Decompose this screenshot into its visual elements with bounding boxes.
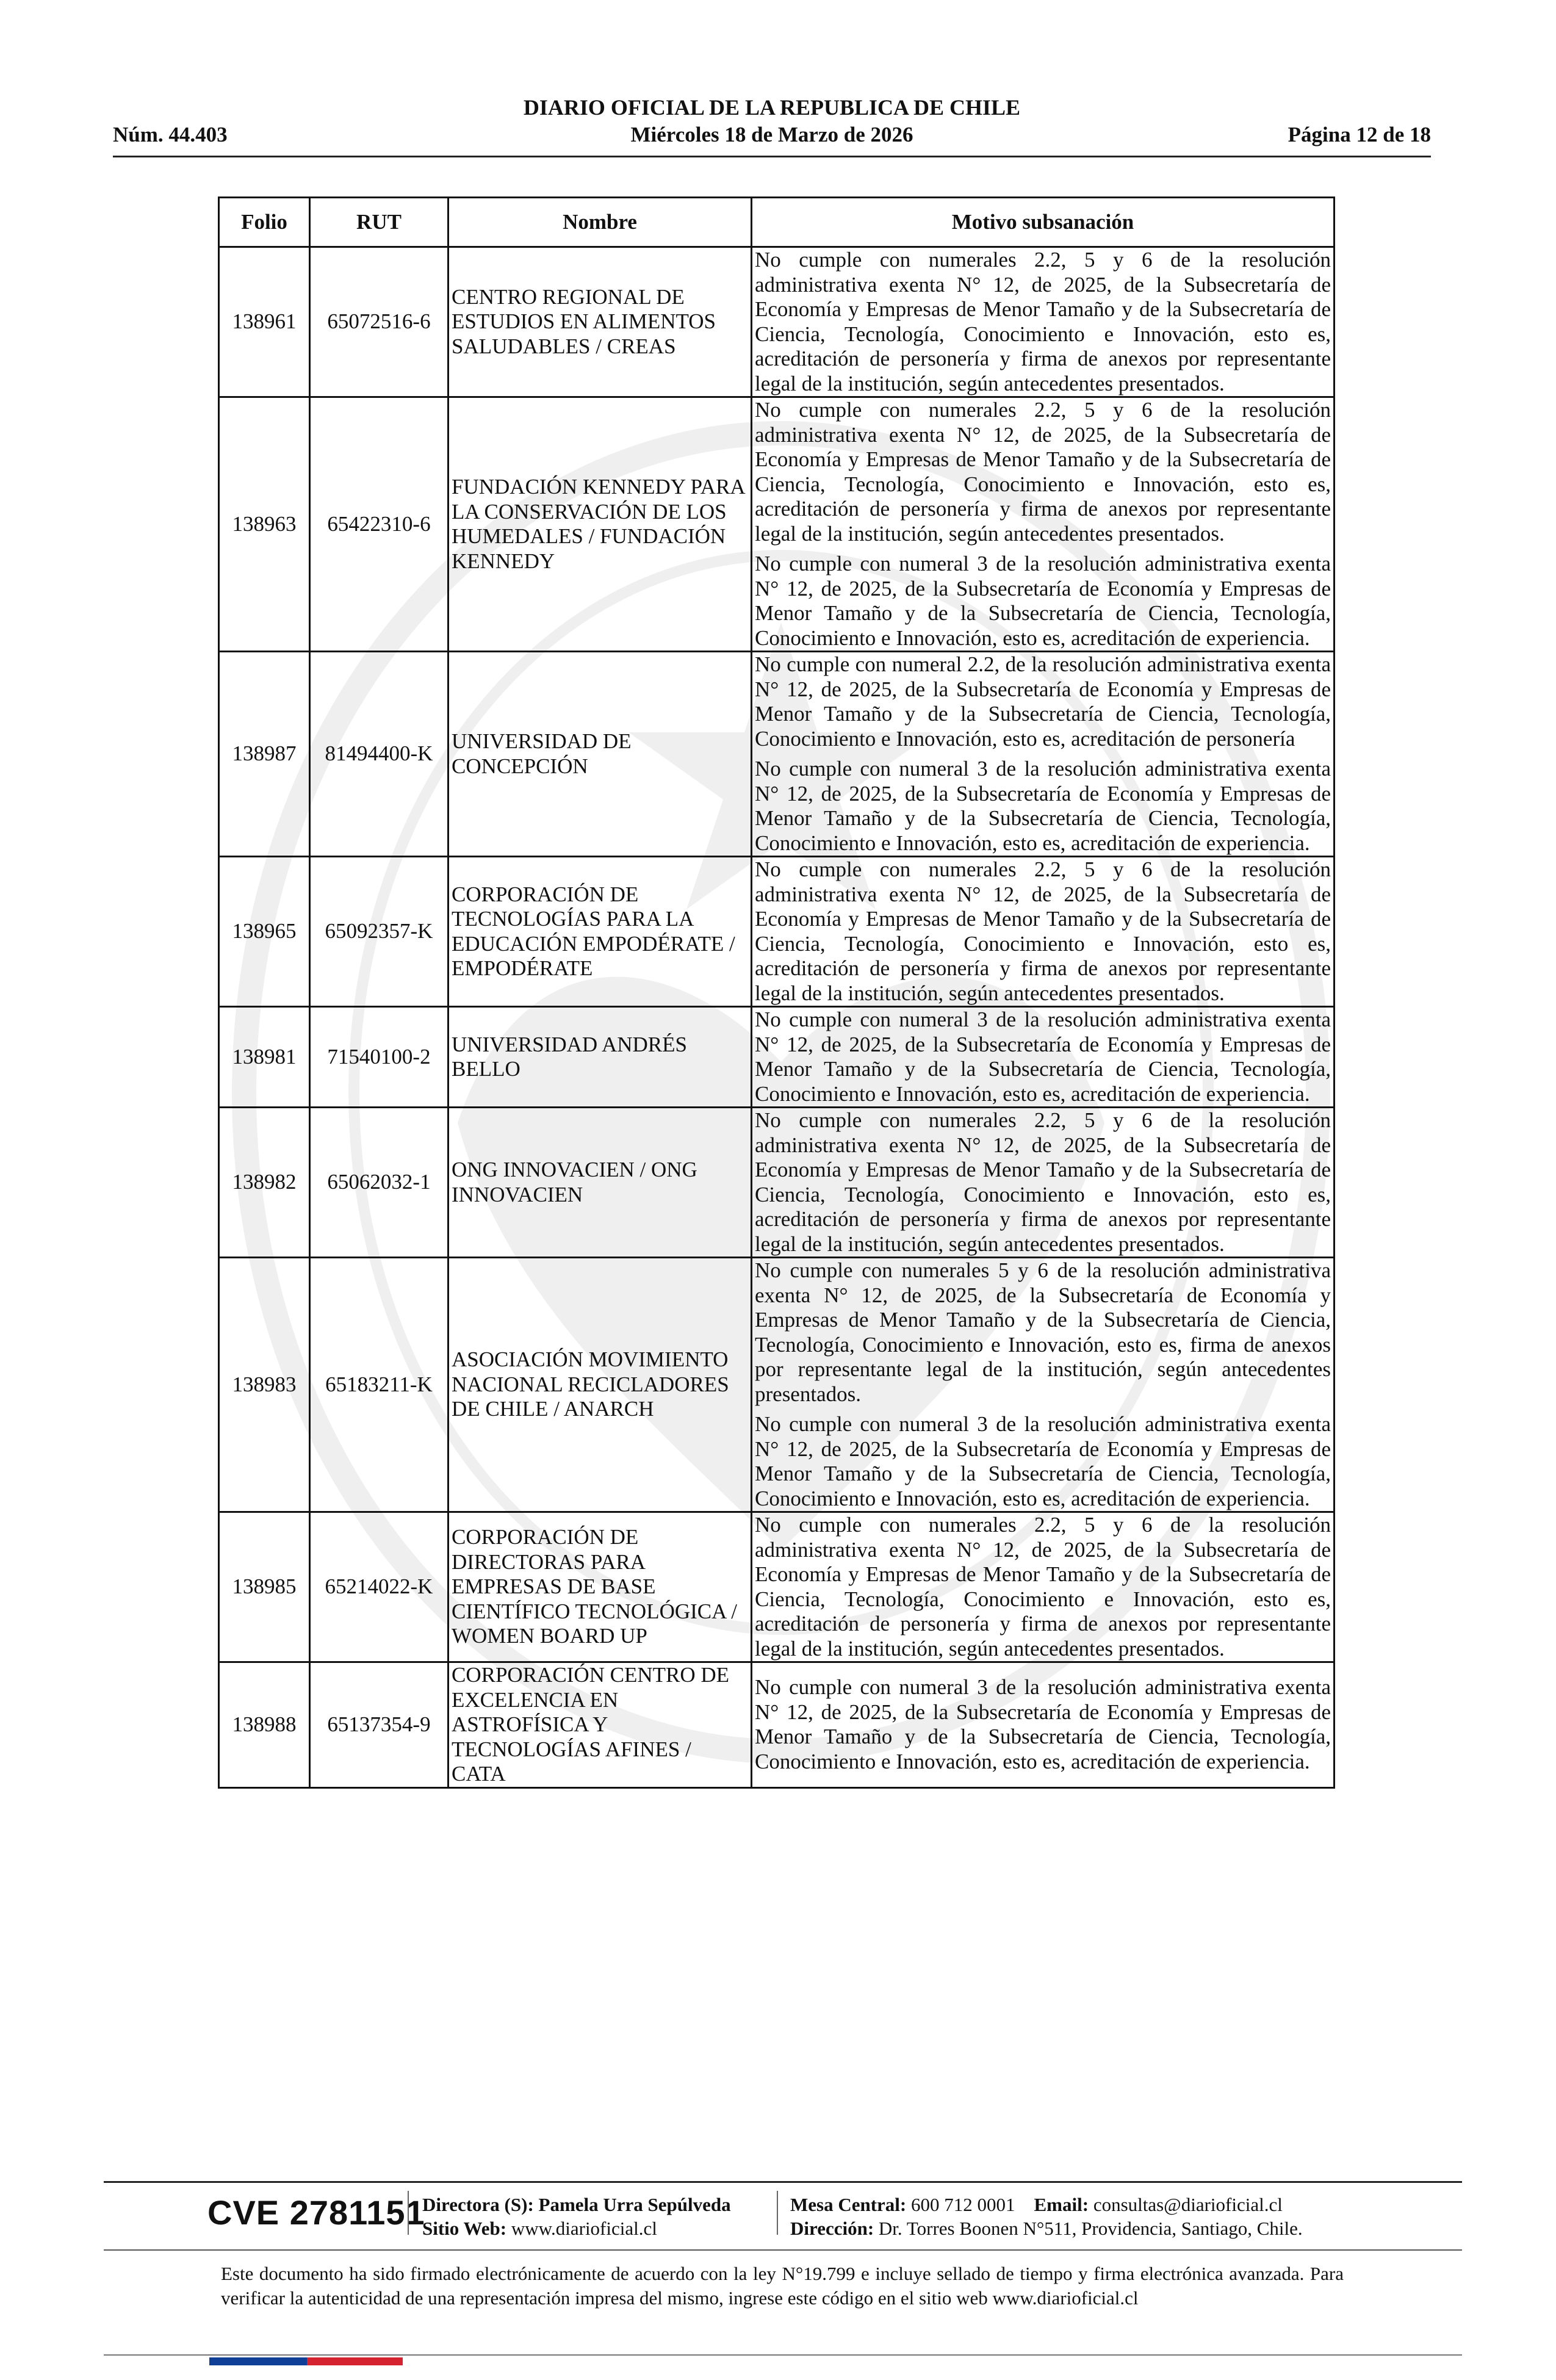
- column-header-rut: RUT: [310, 198, 448, 247]
- rut-cell: 65062032-1: [310, 1108, 448, 1258]
- motivo-cell: [752, 1108, 1334, 1258]
- subsanacion-table: [218, 197, 1335, 1789]
- flag-stripe-red: [307, 2357, 403, 2365]
- table-row: [219, 652, 1334, 857]
- signature-disclaimer: Este documento ha sido firmado electrónicamente de acuerdo con la ley N°19.799 e incluye sellado de tiempo y firma electrónica avanzada. Para verificar la autenticidad de una representación impresa del mismo, ingrese este código en el sitio web www.diarioficial.cl: [221, 2263, 1344, 2309]
- folio-cell: 138961: [219, 247, 310, 397]
- nombre-cell: ONG INNOVACIEN / ONG INNOVACIEN: [448, 1108, 752, 1258]
- motivo-cell: [752, 1662, 1334, 1788]
- rut-cell: 65137354-9: [310, 1662, 448, 1788]
- footer-contact-block: [790, 2193, 1303, 2240]
- direccion-value: Dr. Torres Boonen N°511, Providencia, Santiago, Chile.: [878, 2218, 1303, 2239]
- folio-cell: 138988: [219, 1662, 310, 1788]
- nombre-cell: ASOCIACIÓN MOVIMIENTO NACIONAL RECICLADORES DE CHILE / ANARCH: [448, 1258, 752, 1512]
- email-label: Email:: [1034, 2194, 1089, 2215]
- motivo-text: No cumple con numerales 2.2, 5 y 6 de la resolución administrativa exenta N° 12, de 2025, de la Subsecretaría de Economía y Empresas de Menor Tamaño y de la Subsecretaría de Ciencia, Tecnología, Conocimiento e Innovación, esto es, acreditación de personería y firma de anexos por representante legal de la institución, según antecedentes presentados.: [755, 398, 1331, 546]
- nombre-cell: CENTRO REGIONAL DE ESTUDIOS EN ALIMENTOS SALUDABLES / CREAS: [448, 247, 752, 397]
- motivo-cell: [752, 1512, 1334, 1662]
- table-row: [219, 247, 1334, 397]
- motivo-cell: [752, 1007, 1334, 1108]
- motivo-text: No cumple con numeral 3 de la resolución administrativa exenta N° 12, de 2025, de la Subsecretaría de Economía y Empresas de Menor Tamaño y de la Subsecretaría de Ciencia, Tecnología, Conocimiento e Innovación, esto es, acreditación de experiencia.: [755, 552, 1331, 650]
- nombre-cell: CORPORACIÓN DE DIRECTORAS PARA EMPRESAS DE BASE CIENTÍFICO TECNOLÓGICA / WOMEN BOARD UP: [448, 1512, 752, 1662]
- table-row: [219, 1512, 1334, 1662]
- nombre-cell: UNIVERSIDAD DE CONCEPCIÓN: [448, 652, 752, 857]
- footer-bottom-divider: [104, 2354, 1462, 2356]
- motivo-text: No cumple con numerales 2.2, 5 y 6 de la resolución administrativa exenta N° 12, de 2025, de la Subsecretaría de Economía y Empresas de Menor Tamaño y de la Subsecretaría de Ciencia, Tecnología, Conocimiento e Innovación, esto es, acreditación de personería y firma de anexos por representante legal de la institución, según antecedentes presentados.: [755, 857, 1331, 1005]
- folio-cell: 138982: [219, 1108, 310, 1258]
- footer-separator: [408, 2191, 409, 2235]
- flag-stripe-blue: [209, 2357, 307, 2365]
- rut-cell: 81494400-K: [310, 652, 448, 857]
- sitio-label: Sitio Web:: [422, 2218, 507, 2239]
- folio-cell: 138985: [219, 1512, 310, 1662]
- column-header-motivo: Motivo subsanación: [752, 198, 1334, 247]
- email-link[interactable]: consultas@diarioficial.cl: [1093, 2194, 1283, 2215]
- table-row: [219, 1007, 1334, 1108]
- column-header-nombre: Nombre: [448, 198, 752, 247]
- page-number: Página 12 de 18: [1288, 123, 1431, 146]
- nombre-cell: UNIVERSIDAD ANDRÉS BELLO: [448, 1007, 752, 1108]
- nombre-cell: CORPORACIÓN DE TECNOLOGÍAS PARA LA EDUCACIÓN EMPODÉRATE / EMPODÉRATE: [448, 857, 752, 1007]
- table-row: [219, 857, 1334, 1007]
- rut-cell: 65214022-K: [310, 1512, 448, 1662]
- gazette-title: DIARIO OFICIAL DE LA REPUBLICA DE CHILE: [523, 95, 1021, 120]
- nombre-cell: FUNDACIÓN KENNEDY PARA LA CONSERVACIÓN DE LOS HUMEDALES / FUNDACIÓN KENNEDY: [448, 397, 752, 652]
- nombre-cell: CORPORACIÓN CENTRO DE EXCELENCIA EN ASTROFÍSICA Y TECNOLOGÍAS AFINES / CATA: [448, 1662, 752, 1788]
- footer-directora-block: [422, 2193, 731, 2240]
- motivo-text: No cumple con numeral 2.2, de la resolución administrativa exenta N° 12, de 2025, de la Subsecretaría de Economía y Empresas de Menor Tamaño y de la Subsecretaría de Ciencia, Tecnología, Conocimiento e Innovación, esto es, acreditación de personería: [755, 652, 1331, 751]
- issue-date: Miércoles 18 de Marzo de 2026: [630, 123, 913, 146]
- motivo-text: No cumple con numeral 3 de la resolución administrativa exenta N° 12, de 2025, de la Subsecretaría de Economía y Empresas de Menor Tamaño y de la Subsecretaría de Ciencia, Tecnología, Conocimiento e Innovación, esto es, acreditación de experiencia.: [755, 1675, 1331, 1773]
- motivo-text: No cumple con numerales 2.2, 5 y 6 de la resolución administrativa exenta N° 12, de 2025, de la Subsecretaría de Economía y Empresas de Menor Tamaño y de la Subsecretaría de Ciencia, Tecnología, Conocimiento e Innovación, esto es, acreditación de personería y firma de anexos por representante legal de la institución, según antecedentes presentados.: [755, 1513, 1331, 1661]
- motivo-cell: [752, 857, 1334, 1007]
- folio-cell: 138983: [219, 1258, 310, 1512]
- mesa-central-label: Mesa Central:: [790, 2194, 907, 2215]
- motivo-text: No cumple con numeral 3 de la resolución administrativa exenta N° 12, de 2025, de la Subsecretaría de Economía y Empresas de Menor Tamaño y de la Subsecretaría de Ciencia, Tecnología, Conocimiento e Innovación, esto es, acreditación de experiencia.: [755, 1008, 1331, 1106]
- page-header: [113, 95, 1431, 156]
- footer-separator: [777, 2191, 778, 2235]
- motivo-text: No cumple con numerales 2.2, 5 y 6 de la resolución administrativa exenta N° 12, de 2025, de la Subsecretaría de Economía y Empresas de Menor Tamaño y de la Subsecretaría de Ciencia, Tecnología, Conocimiento e Innovación, esto es, acreditación de personería y firma de anexos por representante legal de la institución, según antecedentes presentados.: [755, 248, 1331, 395]
- motivo-cell: [752, 247, 1334, 397]
- cve-code: CVE 2781151: [207, 2193, 425, 2232]
- footer-top-divider: [104, 2181, 1462, 2183]
- rut-cell: 65092357-K: [310, 857, 448, 1007]
- sitio-web-link[interactable]: www.diarioficial.cl: [511, 2218, 657, 2239]
- folio-cell: 138981: [219, 1007, 310, 1108]
- table-row: [219, 1108, 1334, 1258]
- table-header-row: [219, 198, 1334, 247]
- motivo-cell: [752, 1258, 1334, 1512]
- motivo-text: No cumple con numeral 3 de la resolución administrativa exenta N° 12, de 2025, de la Subsecretaría de Economía y Empresas de Menor Tamaño y de la Subsecretaría de Ciencia, Tecnología, Conocimiento e Innovación, esto es, acreditación de experiencia.: [755, 757, 1331, 855]
- direccion-label: Dirección:: [790, 2218, 874, 2239]
- rut-cell: 65183211-K: [310, 1258, 448, 1512]
- motivo-cell: [752, 397, 1334, 652]
- directora-name: Pamela Urra Sepúlveda: [538, 2194, 731, 2215]
- rut-cell: 65422310-6: [310, 397, 448, 652]
- folio-cell: 138965: [219, 857, 310, 1007]
- folio-cell: 138963: [219, 397, 310, 652]
- column-header-folio: Folio: [219, 198, 310, 247]
- motivo-text: No cumple con numeral 3 de la resolución administrativa exenta N° 12, de 2025, de la Subsecretaría de Economía y Empresas de Menor Tamaño y de la Subsecretaría de Ciencia, Tecnología, Conocimiento e Innovación, esto es, acreditación de experiencia.: [755, 1412, 1331, 1510]
- directora-label: Directora (S):: [422, 2194, 534, 2215]
- table-row: [219, 397, 1334, 652]
- rut-cell: 71540100-2: [310, 1007, 448, 1108]
- mesa-central-phone: 600 712 0001: [911, 2194, 1015, 2215]
- header-divider: [113, 156, 1431, 157]
- table-row: [219, 1258, 1334, 1512]
- folio-cell: 138987: [219, 652, 310, 857]
- issue-number: Núm. 44.403: [113, 123, 228, 146]
- motivo-text: No cumple con numerales 5 y 6 de la resolución administrativa exenta N° 12, de 2025, de la Subsecretaría de Economía y Empresas de Menor Tamaño y de la Subsecretaría de Ciencia, Tecnología, Conocimiento e Innovación, esto es, firma de anexos por representante legal de la institución, según antecedentes presentados.: [755, 1258, 1331, 1406]
- motivo-cell: [752, 652, 1334, 857]
- footer-mid-divider: [104, 2249, 1462, 2251]
- table-row: [219, 1662, 1334, 1788]
- rut-cell: 65072516-6: [310, 247, 448, 397]
- motivo-text: No cumple con numerales 2.2, 5 y 6 de la resolución administrativa exenta N° 12, de 2025, de la Subsecretaría de Economía y Empresas de Menor Tamaño y de la Subsecretaría de Ciencia, Tecnología, Conocimiento e Innovación, esto es, acreditación de personería y firma de anexos por representante legal de la institución, según antecedentes presentados.: [755, 1108, 1331, 1256]
